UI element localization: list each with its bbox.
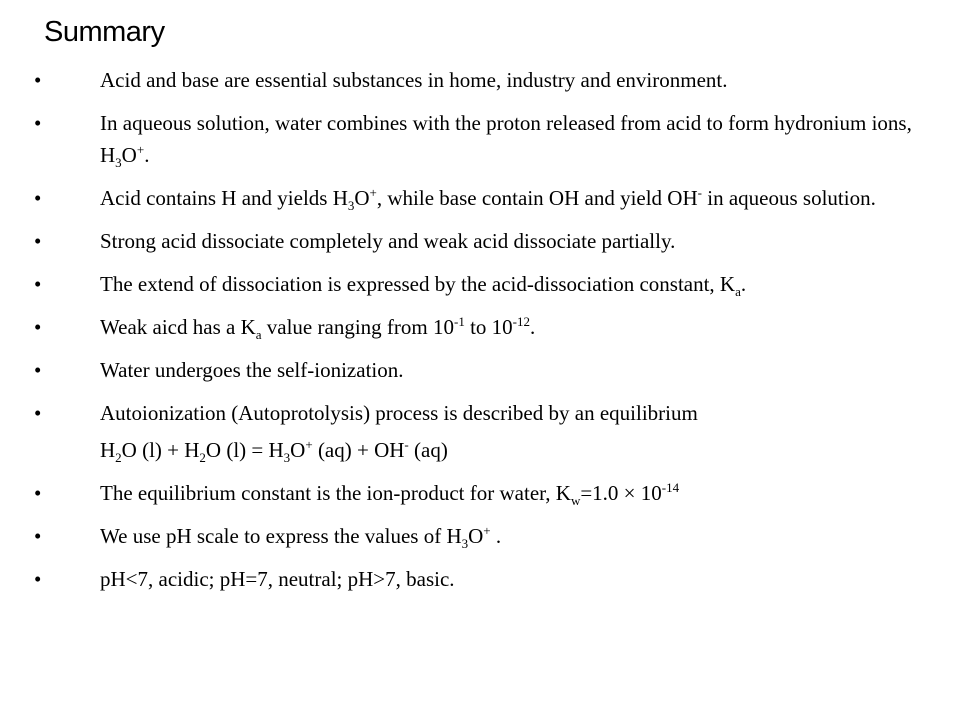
subscript: a <box>255 327 262 342</box>
subscript: 3 <box>347 198 355 213</box>
superscript: -12 <box>512 314 531 329</box>
text-run: value ranging from 10 <box>261 315 454 339</box>
bullet-item <box>0 397 960 429</box>
bullet-text <box>100 64 930 96</box>
equation-line <box>0 434 960 466</box>
subscript: w <box>570 493 581 508</box>
bullet-marker: • <box>34 567 42 591</box>
bullet-item <box>0 477 960 509</box>
text-run: H <box>100 438 116 462</box>
text-run: In aqueous solution, water combines with the proton released from acid to form hydronium ions, H <box>100 111 912 167</box>
text-run: Strong acid dissociate completely and weak acid dissociate partially. <box>100 229 676 253</box>
text-run: . <box>144 143 150 167</box>
bullet-item <box>0 225 960 257</box>
text-run: Acid and base are essential substances in home, industry and environment. <box>100 68 728 92</box>
bullet-text <box>100 225 930 257</box>
subscript: 3 <box>115 155 122 170</box>
superscript: + <box>483 523 491 538</box>
bullet-item <box>0 311 960 343</box>
text-run: O (l) + H <box>121 438 200 462</box>
bullet-text <box>100 182 930 214</box>
text-run: O <box>468 524 484 548</box>
text-run: (aq) <box>408 438 448 462</box>
text-run: O <box>121 143 137 167</box>
text-run: =1.0 × 10 <box>580 481 662 505</box>
subscript: 2 <box>115 450 122 465</box>
text-run: to 10 <box>464 315 513 339</box>
summary-bullet-list <box>0 64 960 606</box>
text-run: (aq) + OH <box>312 438 405 462</box>
subscript: 2 <box>199 450 206 465</box>
text-run: We use pH scale to express the values of H <box>100 524 462 548</box>
bullet-item <box>0 354 960 386</box>
bullet-text <box>100 434 930 466</box>
superscript: -14 <box>661 480 680 495</box>
text-run: pH<7, acidic; pH=7, neutral; pH>7, basic. <box>100 567 455 591</box>
text-run: O <box>290 438 306 462</box>
bullet-text <box>100 520 930 552</box>
bullet-marker: • <box>34 68 42 92</box>
bullet-item <box>0 268 960 300</box>
text-run: . <box>490 524 502 548</box>
bullet-text <box>100 477 930 509</box>
bullet-item <box>0 107 960 171</box>
superscript: - <box>697 185 702 200</box>
subscript: 3 <box>461 536 469 551</box>
bullet-text <box>100 354 930 386</box>
bullet-text <box>100 311 930 343</box>
bullet-text <box>100 563 930 595</box>
text-run: Autoionization (Autoprotolysis) process is described by an equilibrium <box>100 401 698 425</box>
text-run: in aqueous solution. <box>702 186 876 210</box>
subscript: a <box>735 284 741 299</box>
superscript: + <box>136 142 145 157</box>
bullet-marker: • <box>34 315 42 339</box>
text-run: O (l) = H <box>205 438 284 462</box>
bullet-marker: • <box>34 186 42 210</box>
bullet-marker: • <box>34 229 42 253</box>
bullet-text <box>100 397 930 429</box>
text-run: The extend of dissociation is expressed by the acid-dissociation constant, K <box>100 272 736 296</box>
text-run: . <box>740 272 747 296</box>
superscript: -1 <box>453 314 465 329</box>
text-run: . <box>530 315 536 339</box>
text-run: Acid contains H and yields H <box>100 186 348 210</box>
bullet-marker: • <box>34 111 42 135</box>
text-run: Water undergoes the self-ionization. <box>100 358 404 382</box>
bullet-marker: • <box>34 272 42 296</box>
bullet-marker: • <box>34 358 42 382</box>
bullet-marker: • <box>34 481 42 505</box>
subscript: 3 <box>283 450 291 465</box>
bullet-text <box>100 107 930 171</box>
bullet-marker: • <box>34 524 42 548</box>
text-run: Weak aicd has a K <box>100 315 256 339</box>
text-run: O <box>354 186 370 210</box>
bullet-text <box>100 268 930 300</box>
bullet-item <box>0 520 960 552</box>
bullet-item <box>0 182 960 214</box>
bullet-item <box>0 64 960 96</box>
text-run: , while base contain OH and yield OH <box>376 186 698 210</box>
bullet-marker: • <box>34 401 42 425</box>
bullet-item <box>0 563 960 595</box>
superscript: - <box>404 437 409 452</box>
superscript: + <box>369 185 377 200</box>
text-run: The equilibrium constant is the ion-product for water, K <box>100 481 571 505</box>
superscript: + <box>305 437 313 452</box>
slide-title: Summary <box>44 16 165 48</box>
